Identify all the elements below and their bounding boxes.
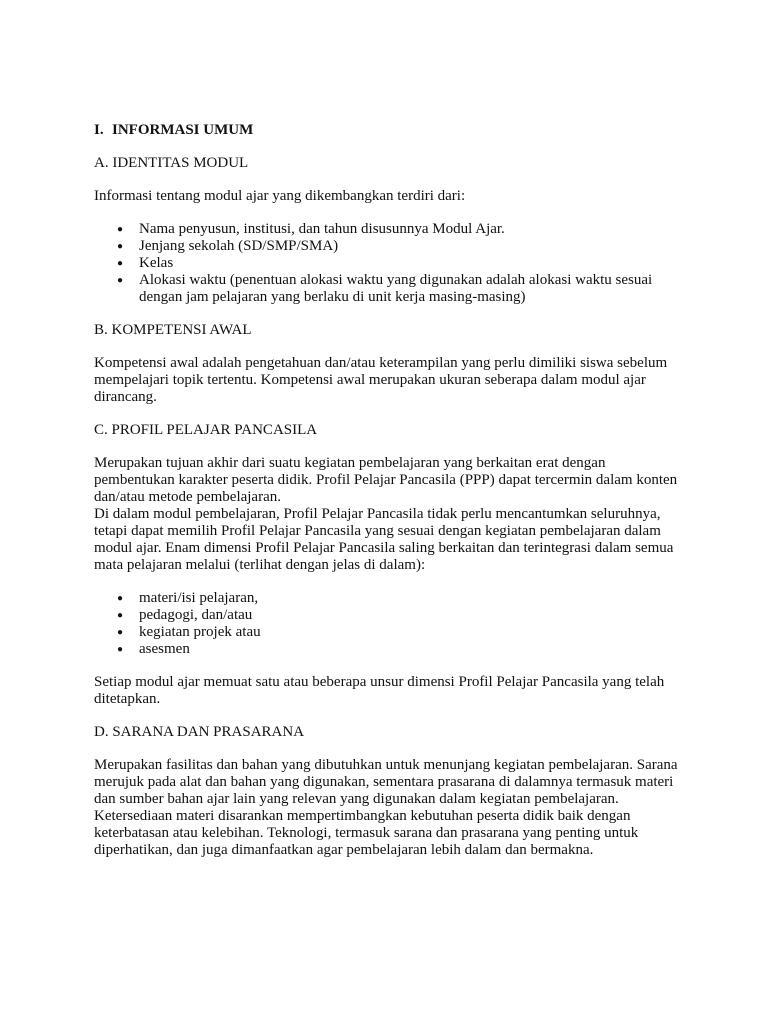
heading-sarana-prasarana: D. SARANA DAN PRASARANA [94,724,305,740]
profil-list [94,590,684,658]
list-item: ● materi/isi pelajaran, [116,590,259,606]
list-item: ● kegiatan projek atau [116,624,261,640]
list-item: ● Jenjang sekolah (SD/SMP/SMA) [116,238,339,254]
section-number: I. [94,122,104,138]
profil-closing: Setiap modul ajar memuat satu atau beberapa unsur dimensi Profil Pelajar Pancasila yang telah ditetapkan. [94,674,665,707]
profil-paragraph-2: Di dalam modul pembelajaran, Profil Pelajar Pancasila tidak perlu mencantumkan seluruhnya, tetapi dapat memilih Profil Pelajar Pancasila yang sesuai dengan kegiatan pembelajaran dalam modul ajar. Enam dimensi Profil Pelajar Pancasila saling berkaitan dan terintegrasi dalam semua mata pelajaran melalui (terlihat dengan jelas di dalam): [94,506,674,573]
heading-profil-pelajar-pancasila: C. PROFIL PELAJAR PANCASILA [94,422,318,438]
profil-paragraph-1: Merupakan tujuan akhir dari suatu kegiatan pembelajaran yang berkaitan erat dengan pembentukan karakter peserta didik. Profil Pelajar Pancasila (PPP) dapat tercermin dalam konten dan/atau metode pembelajaran. [94,455,678,505]
bullet-icon: ● [116,627,124,638]
sarana-paragraph-1: Merupakan fasilitas dan bahan yang dibutuhkan untuk menunjang kegiatan pembelajaran. Sarana merujuk pada alat dan bahan yang digunakan, sementara prasarana di dalamnya termasuk materi dan sumber bahan ajar lain yang relevan yang digunakan dalam kegiatan pembelajaran. [94,757,678,807]
section-title: INFORMASI UMUM [112,122,254,138]
list-item: ● Kelas [116,255,174,271]
list-item: ● Alokasi waktu (penentuan alokasi waktu yang digunakan adalah alokasi waktu sesuai dengan jam pelajaran yang berlaku di unit kerja masing-masing) [116,272,653,305]
list-item: ● pedagogi, dan/atau [116,607,253,623]
section-heading-informasi-umum [94,122,684,139]
identitas-intro: Informasi tentang modul ajar yang dikembangkan terdiri dari: [94,188,466,204]
bullet-icon: ● [116,258,124,269]
profil-paragraphs [94,455,684,574]
bullet-icon: ● [116,593,124,604]
bullet-icon: ● [116,610,124,621]
list-item: ● Nama penyusun, institusi, dan tahun disusunnya Modul Ajar. [116,221,505,237]
kompetensi-paragraph: Kompetensi awal adalah pengetahuan dan/atau keterampilan yang perlu dimiliki siswa sebelum mempelajari topik tertentu. Kompetensi awal merupakan ukuran seberapa dalam modul ajar dirancang. [94,355,668,405]
heading-identitas-modul: A. IDENTITAS MODUL [94,155,249,171]
list-item: ● asesmen [116,641,190,657]
bullet-icon: ● [116,241,124,252]
sarana-paragraphs [94,757,684,859]
bullet-icon: ● [116,224,124,235]
bullet-icon: ● [116,644,124,655]
bullet-icon: ● [116,275,124,286]
identitas-list [94,221,684,306]
sarana-paragraph-2: Ketersediaan materi disarankan mempertimbangkan kebutuhan peserta didik baik dengan keterbatasan atau kelebihan. Teknologi, termasuk sarana dan prasarana yang penting untuk diperhatikan, dan juga dimanfaatkan agar pembelajaran lebih dalam dan bermakna. [94,808,639,858]
heading-kompetensi-awal: B. KOMPETENSI AWAL [94,322,252,338]
document-page [94,122,684,859]
